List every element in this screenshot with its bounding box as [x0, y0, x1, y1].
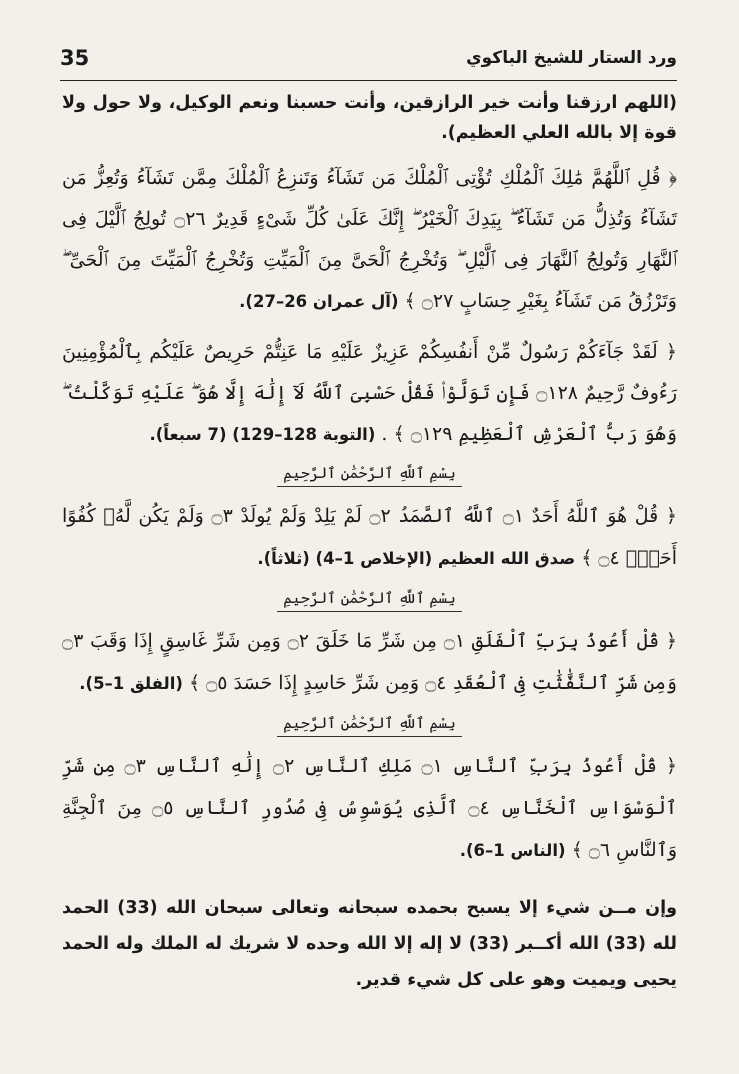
basmala-ornament: [62, 586, 677, 612]
verse-al-ikhlas: [62, 495, 677, 580]
tasbih-paragraph: وإن مــن شيء إلا يسبح بحمده سبحانه وتعالى سبحان الله (33) الحمد لله (33) الله أكــبر (33) لا إله إلا الله وحده لا شريك له الملك وله الحمد يحيى ويميت وهو على كل شيء قدير.: [62, 898, 677, 990]
verse-reference: (الفلق 1–5).: [79, 674, 183, 693]
verse-reference: (الناس 1–6).: [459, 841, 566, 860]
verse-al-imran: [62, 158, 677, 322]
running-title: ورد الستار للشيخ الباكوي: [466, 48, 677, 68]
basmala-text: بِسْمِ ٱللَّهِ ٱلرَّحْمَٰنِ ٱلرَّحِيمِ: [277, 586, 462, 612]
basmala-ornament: [62, 711, 677, 737]
page-number: 35: [60, 46, 90, 70]
verse-al-falaq: [62, 620, 677, 705]
page-body: [62, 84, 677, 998]
verse-text: ﴿ قُلْ أَعُوذُ بِرَبِّ ٱلنَّاسِ ۝١ مَلِكِ ٱلنَّاسِ ۝٢ إِلَٰهِ ٱلنَّاسِ ۝٣ مِن شَرِّ ٱلْوَسْوَاسِ ٱلْخَنَّاسِ ۝٤ ٱلَّذِى يُوَسْوِسُ فِى صُدُورِ ٱلنَّاسِ ۝٥ مِنَ ٱلْجِنَّةِ وَٱلنَّاسِ ۝٦ ﴾: [62, 755, 678, 861]
verse-an-nas: [62, 745, 677, 872]
verse-reference: صدق الله العظيم (الإخلاص 1–4) (ثلاثاً).: [257, 549, 576, 568]
basmala-ornament: [62, 461, 677, 487]
verse-reference: (آل عمران 26–27).: [239, 292, 399, 311]
verse-text: ﴿ قُلْ أَعُوذُ بِرَبِّ ٱلْفَلَقِ ۝١ مِن شَرِّ مَا خَلَقَ ۝٢ وَمِن شَرِّ غَاسِقٍ إِذَا وَقَبَ ۝٣ وَمِن شَرِّ ٱلنَّفَّٰثَٰتِ فِى ٱلْعُقَدِ ۝٤ وَمِن شَرِّ حَاسِدٍ إِذَا حَسَدَ ۝٥ ﴾: [62, 630, 677, 694]
page-header: [60, 44, 677, 81]
dua-paragraph: (اللهم ارزقنا وأنت خير الرازقين، وأنت حسبنا ونعم الوكيل، ولا حول ولا قوة إلا بالله العلي العظيم).: [62, 93, 677, 143]
basmala-text: بِسْمِ ٱللَّهِ ٱلرَّحْمَٰنِ ٱلرَّحِيمِ: [277, 711, 462, 737]
verse-text: ﴿ قُلْ هُوَ ٱللَّهُ أَحَدٌ ۝١ ٱللَّهُ ٱلصَّمَدُ ۝٢ لَمْ يَلِدْ وَلَمْ يُولَدْ ۝٣ وَلَمْ يَكُن لَّهُۥ كُفُوًا أَحَدٌۢ ۝٤ ﴾: [62, 505, 677, 569]
verse-text: ﴿ قُلِ ٱللَّهُمَّ مَٰلِكَ ٱلْمُلْكِ تُؤْتِى ٱلْمُلْكَ مَن تَشَآءُ وَتَنزِعُ ٱلْمُلْكَ مِمَّن تَشَآءُ وَتُعِزُّ مَن تَشَآءُ وَتُذِلُّ مَن تَشَآءُ ۖ بِيَدِكَ ٱلْخَيْرُ ۖ إِنَّكَ عَلَىٰ كُلِّ شَىْءٍ قَدِيرٌ ۝٢٦ تُولِجُ ٱلَّيْلَ فِى ٱلنَّهَارِ وَتُولِجُ ٱلنَّهَارَ فِى ٱلَّيْلِ ۖ وَتُخْرِجُ ٱلْحَىَّ مِنَ ٱلْمَيِّتِ وَتُخْرِجُ ٱلْمَيِّتَ مِنَ ٱلْحَىِّ ۖ وَتَرْزُقُ مَن تَشَآءُ بِغَيْرِ حِسَابٍ ۝٢٧ ﴾: [62, 167, 677, 312]
verse-reference: (التوبة 128–129) (7 سبعاً).: [149, 425, 376, 444]
verse-at-tawbah: [62, 332, 677, 455]
verse-text: ﴿ لَقَدْ جَآءَكُمْ رَسُولٌ مِّنْ أَنفُسِكُمْ عَزِيزٌ عَلَيْهِ مَا عَنِتُّمْ حَرِيصٌ عَلَيْكُم بِٱلْمُؤْمِنِينَ رَءُوفٌ رَّحِيمٌ ۝١٢٨ فَإِن تَوَلَّوْا۟ فَقُلْ حَسْبِىَ ٱللَّهُ لَآ إِلَٰهَ إِلَّا هُوَ ۖ عَلَيْهِ تَوَكَّلْتُ ۖ وَهُوَ رَبُّ ٱلْعَرْشِ ٱلْعَظِيمِ ۝١٢٩ ﴾ .: [62, 341, 678, 445]
basmala-text: بِسْمِ ٱللَّهِ ٱلرَّحْمَٰنِ ٱلرَّحِيمِ: [277, 461, 462, 487]
